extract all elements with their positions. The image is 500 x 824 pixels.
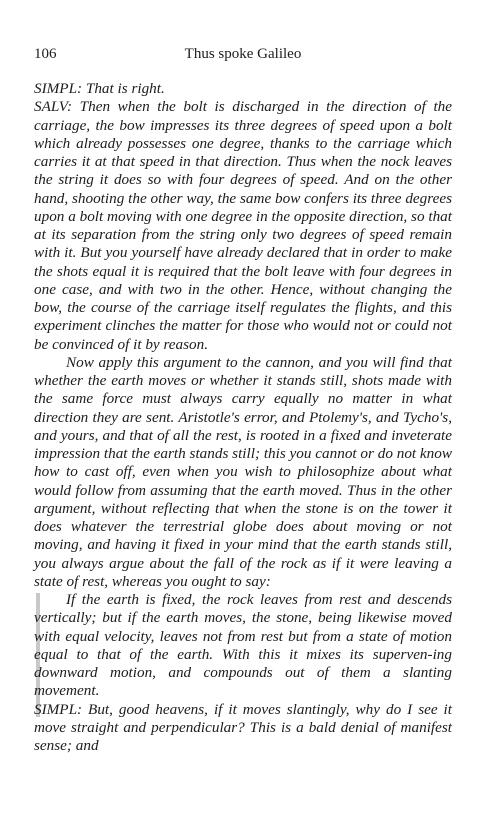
paragraph-earth-quote: If the earth is fixed, the rock leaves from rest and descends vertically; but if the earth moves, the stone, being likewise moved with equal velocity, leaves not from rest but from a state of motion equal to that of the earth. With this it mixes its superven-ing downward motion, and compounds out of them a slanting movement.	[34, 591, 452, 700]
paragraph-simpl-2: SIMPL: But, good heavens, if it moves slantingly, why do I see it move straight and perpendicular? This is a bald denial of manifest sense; and	[34, 700, 452, 754]
page-header	[34, 46, 452, 66]
paragraph-cannon-argument: Now apply this argument to the cannon, and you will find that whether the earth moves or whether it stands still, shots made with the same force must always carry equally no matter in what direction they are sent. Aristotle's error, and Ptolemy's, and Tycho's, and yours, and that of all the rest, is rooted in a fixed and inveterate impression that the earth stands still; this you cannot or do not know how to cast off, even when you wish to philosophize about what would follow from assuming that the earth moved. Thus in the other argument, without reflecting that when the stone is on the tower it does whatever the terrestrial globe does about moving or not moving, and having it fixed in your mind that the earth stands still, you always argue about the fall of the rock as if it were leaving a state of rest, whereas you ought to say:	[34, 353, 452, 590]
body-text	[34, 80, 452, 755]
paragraph-simpl-1: SIMPL: That is right.	[34, 80, 165, 97]
page-number: 106	[34, 46, 57, 62]
running-head: Thus spoke Galileo	[184, 46, 302, 62]
paragraph-salv: SALV: Then when the bolt is discharged in the direction of the carriage, the bow impresses its three degrees of speed upon a bolt which already possesses one degree, thanks to the carriage which carries it at that speed in that direction. Thus when the nock leaves the string it does so with four degrees of speed. And on the other hand, shooting the other way, the same bow confers its three degrees upon a bolt moving with one degree in the opposite direction, so that at its separation from the string only two degrees of speed remain with it. But you yourself have already declared that in order to make the shots equal it is required that the bolt leave with four degrees in one case, and with two in the other. Hence, without changing the bow, the course of the carriage itself regulates the flights, and this experiment clinches the matter for those who would not or could not be convinced of it by reason.	[34, 98, 452, 353]
